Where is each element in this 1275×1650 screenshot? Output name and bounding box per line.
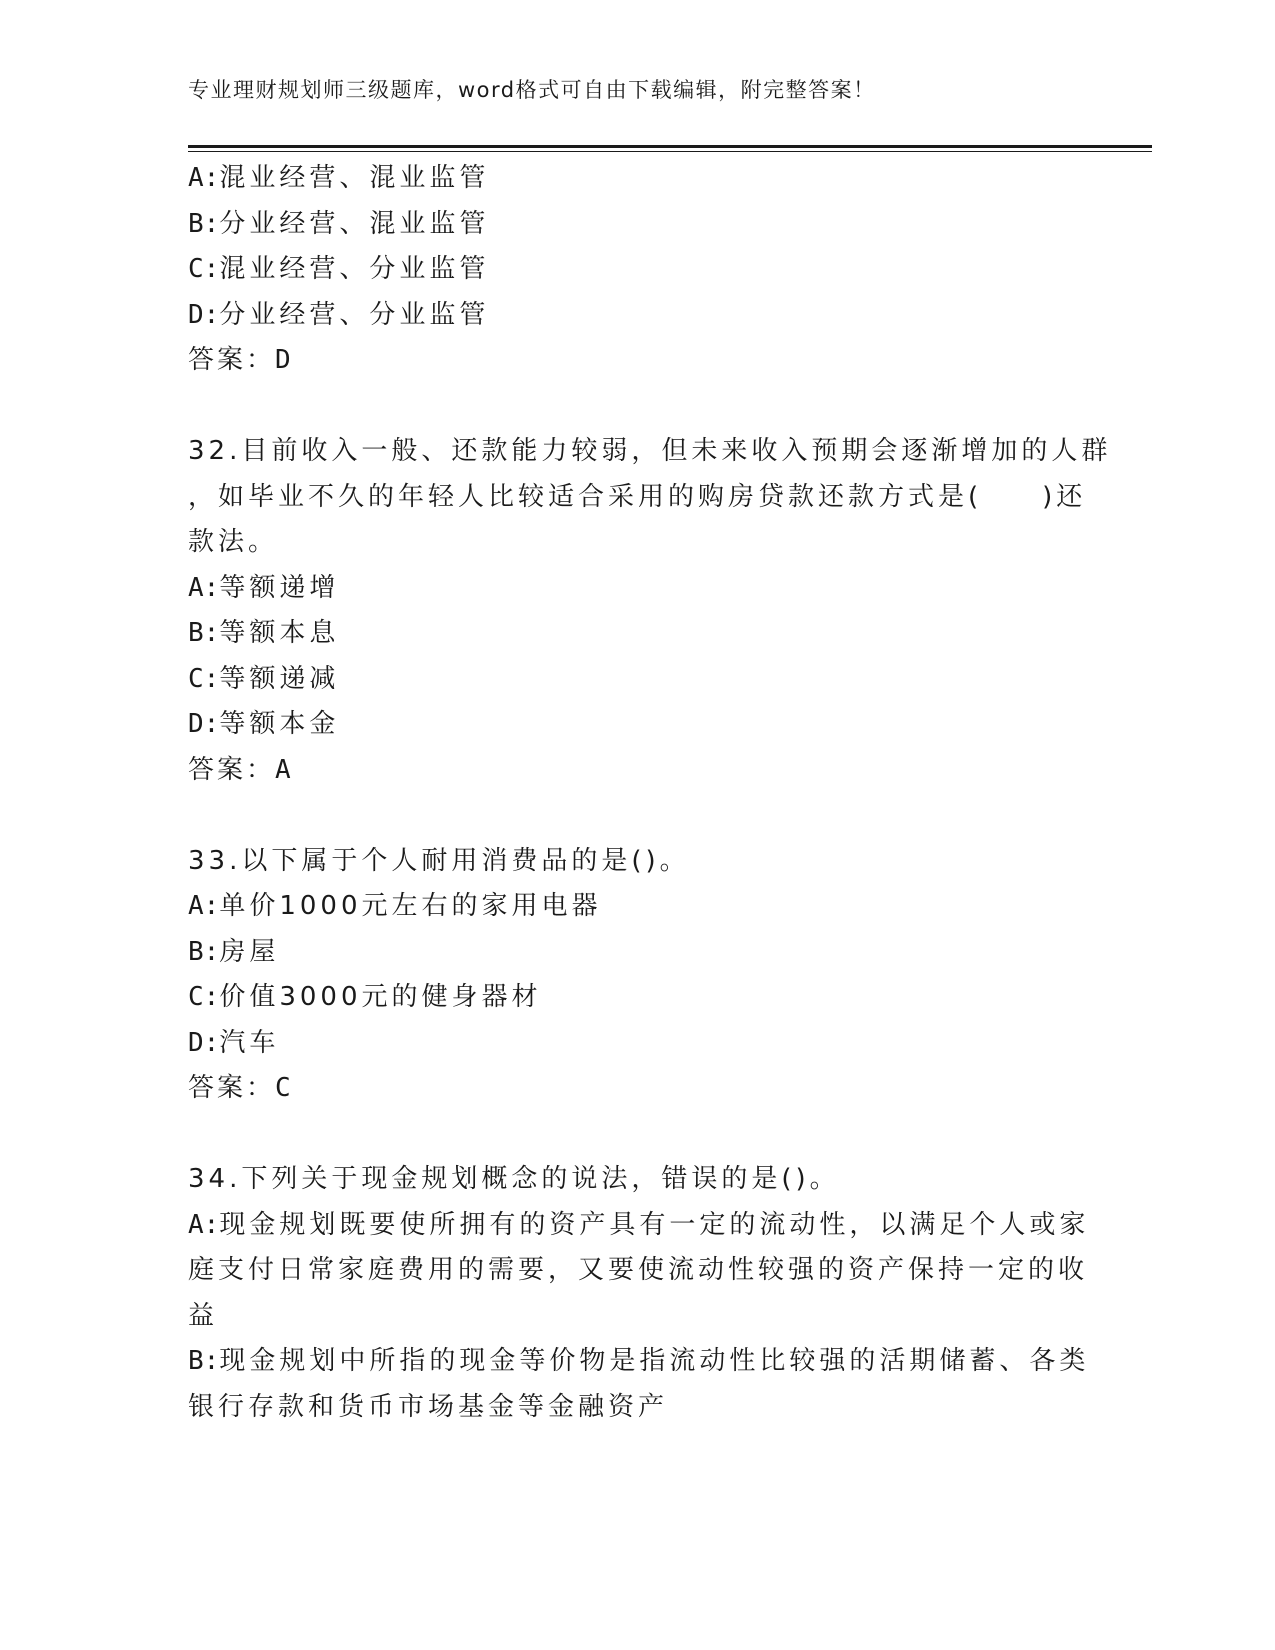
option-d: D:分业经营、分业监管	[188, 299, 490, 330]
option-a: A:等额递增	[188, 572, 340, 603]
option-a: A:单价1000元左右的家用电器	[188, 891, 602, 921]
option-a-continuation: 益	[188, 1300, 219, 1331]
option-a: A:混业经营、混业监管	[188, 163, 490, 193]
question-stem-line: 34.下列关于现金规划概念的说法，错误的是()。	[188, 1164, 840, 1194]
option-b: B:分业经营、混业监管	[188, 208, 490, 239]
option-b: B:等额本息	[188, 618, 340, 648]
question-31-tail	[188, 156, 1088, 384]
answer-line: 答案：C	[188, 1073, 294, 1103]
page-header: 专业理财规划师三级题库，word格式可自由下载编辑，附完整答案！	[188, 78, 876, 102]
question-stem-line: 32.目前收入一般、还款能力较弱，但未来收入预期会逐渐增加的人群	[188, 436, 1112, 466]
question-stem-line: 33.以下属于个人耐用消费品的是()。	[188, 845, 690, 876]
header-rule-thin	[188, 151, 1152, 152]
option-b: B:现金规划中所指的现金等价物是指流动性比较强的活期储蓄、各类	[188, 1346, 1090, 1376]
question-33	[188, 839, 1088, 1112]
option-b-continuation: 银行存款和货币市场基金等金融资产	[188, 1391, 669, 1422]
option-d: D:等额本金	[188, 709, 340, 739]
option-b: B:房屋	[188, 936, 280, 967]
header-rule-thick	[188, 145, 1152, 148]
option-a-continuation: 庭支付日常家庭费用的需要，又要使流动性较强的资产保持一定的收	[188, 1255, 1089, 1285]
question-content	[188, 156, 1112, 1430]
question-32	[188, 429, 1112, 793]
option-a: A:现金规划既要使所拥有的资产具有一定的流动性，以满足个人或家	[188, 1209, 1090, 1240]
question-stem-line: 款法。	[188, 527, 279, 557]
option-d: D:汽车	[188, 1027, 280, 1058]
question-34	[188, 1157, 1088, 1430]
option-c: C:等额递减	[188, 663, 340, 694]
answer-line: 答案：D	[188, 345, 294, 375]
question-stem-line: ，如毕业不久的年轻人比较适合采用的购房贷款还款方式是( )还	[188, 481, 1087, 512]
option-c: C:价值3000元的健身器材	[188, 982, 542, 1012]
answer-line: 答案：A	[188, 754, 294, 785]
option-c: C:混业经营、分业监管	[188, 254, 490, 284]
